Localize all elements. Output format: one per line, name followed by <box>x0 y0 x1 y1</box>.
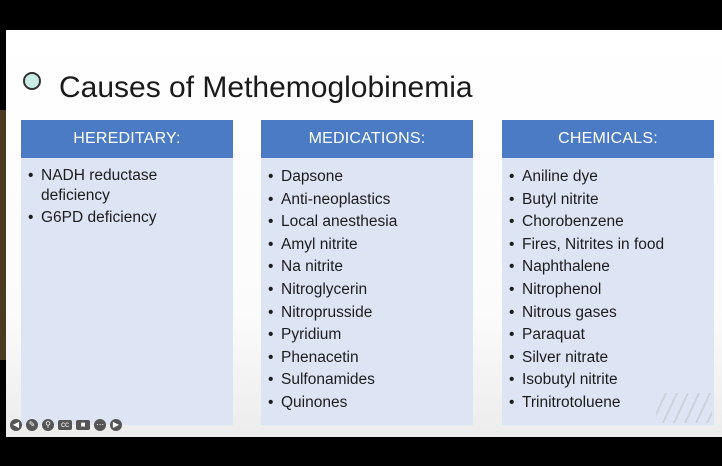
list-item: • Nitrophenol <box>522 279 708 302</box>
list-item: • Butyl nitrite <box>522 189 708 212</box>
list-item: • Pyridium <box>281 324 467 347</box>
list-item: • Paraquat <box>522 324 708 347</box>
list-item: • Chorobenzene <box>522 211 708 234</box>
list-item: • Isobutyl nitrite <box>522 369 708 392</box>
list-item: • Nitroglycerin <box>281 279 467 302</box>
left-edge-strip <box>0 110 6 360</box>
list-item: • Trinitrotoluene <box>522 392 708 415</box>
bottom-letterbox <box>0 437 722 466</box>
column-heading: MEDICATIONS: <box>261 120 473 158</box>
list-item: • Dapsone <box>281 166 467 189</box>
pen-icon[interactable]: ✎ <box>26 419 38 431</box>
list-item: • Naphthalene <box>522 256 708 279</box>
zoom-icon[interactable]: ⚲ <box>42 419 54 431</box>
list-item: • Fires, Nitrites in food <box>522 234 708 257</box>
forward-icon[interactable]: ▶ <box>110 419 122 431</box>
medications-list <box>261 158 473 415</box>
list-item: • Silver nitrate <box>522 347 708 370</box>
list-item: • G6PD deficiency <box>41 208 227 228</box>
title-bullet-circle <box>23 72 41 90</box>
presentation-slide <box>6 30 722 437</box>
hereditary-list <box>21 158 233 228</box>
camera-icon[interactable]: ■ <box>76 420 90 430</box>
more-icon[interactable]: ⋯ <box>96 420 104 429</box>
chemicals-column <box>502 120 714 425</box>
list-item: • Quinones <box>281 392 467 415</box>
column-heading: CHEMICALS: <box>502 120 714 158</box>
captions-icon[interactable]: cc <box>58 420 72 430</box>
list-item: • Nitroprusside <box>281 302 467 325</box>
presenter-toolbar <box>10 419 122 431</box>
list-item: • Nitrous gases <box>522 302 708 325</box>
list-item: • Local anesthesia <box>281 211 467 234</box>
back-icon[interactable]: ◀ <box>10 419 22 431</box>
list-item: • Anti-neoplastics <box>281 189 467 212</box>
list-item: • Na nitrite <box>281 256 467 279</box>
list-item: • Aniline dye <box>522 166 708 189</box>
list-item: • Sulfonamides <box>281 369 467 392</box>
column-heading: HEREDITARY: <box>21 120 233 158</box>
medications-column <box>261 120 473 425</box>
chemicals-list <box>502 158 714 415</box>
top-letterbox <box>0 0 722 30</box>
list-item: • Phenacetin <box>281 347 467 370</box>
list-item: • Amyl nitrite <box>281 234 467 257</box>
list-item: • NADH reductase deficiency <box>41 166 227 206</box>
slide-title: Causes of Methemoglobinemia <box>59 71 473 104</box>
hereditary-column <box>21 120 233 425</box>
decorative-hatch <box>656 393 712 423</box>
